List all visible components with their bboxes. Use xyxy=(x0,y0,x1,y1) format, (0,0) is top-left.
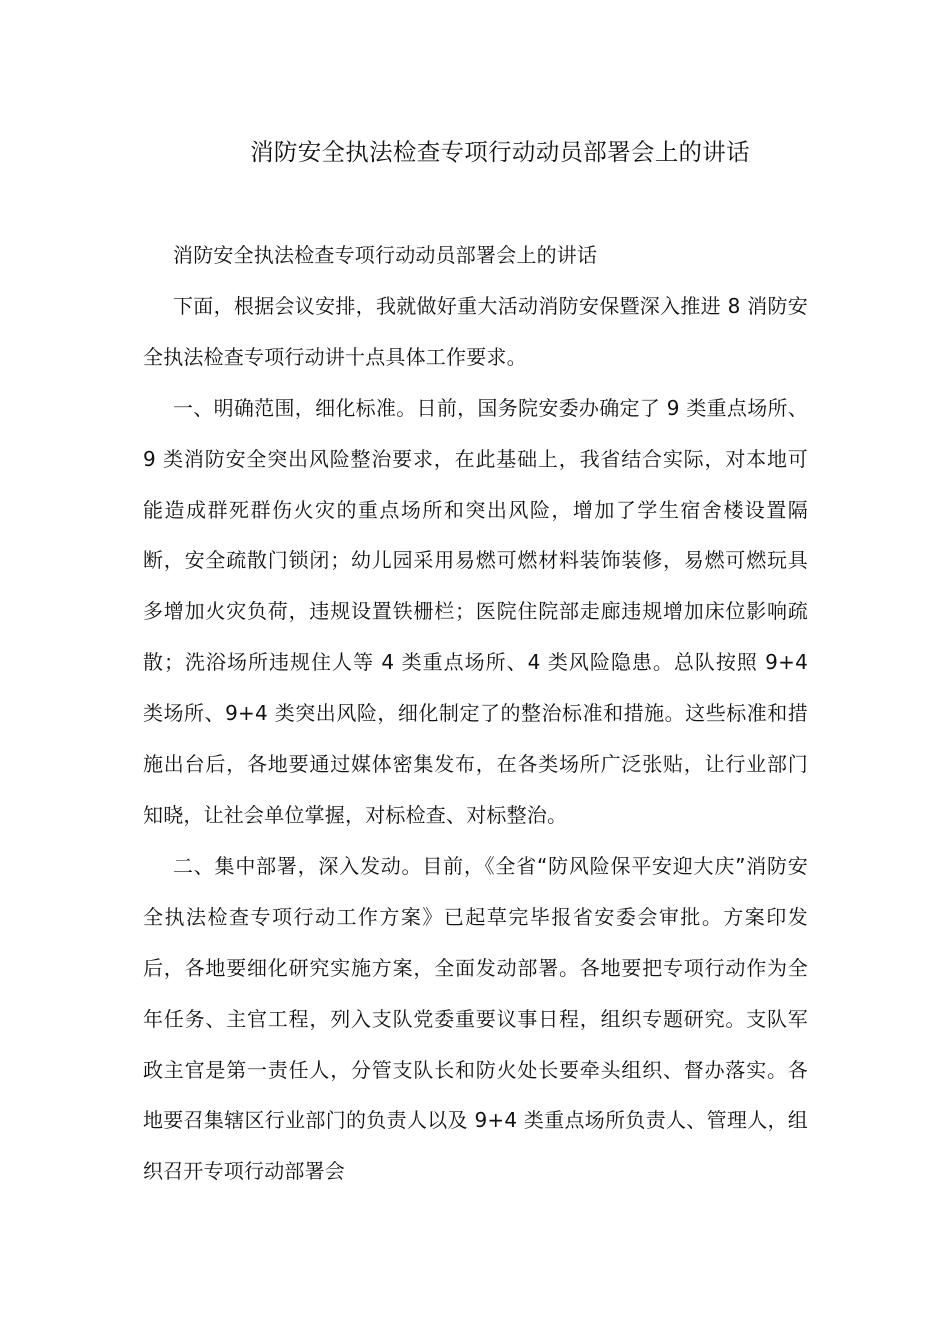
paragraph-intro: 下面，根据会议安排，我就做好重大活动消防安保暨深入推进 8 消防安全执法检查专项行动讲十点具体工作要求。 xyxy=(143,293,808,369)
document-title: 消防安全执法检查专项行动动员部署会上的讲话 xyxy=(250,138,750,166)
document-body xyxy=(143,230,808,1197)
paragraph-section-two: 二、集中部署，深入发动。目前，《全省“防风险保平安迎大庆”消防安全执法检查专项行动工作方案》已起草完毕报省安委会审批。方案印发后，各地要细化研究实施方案，全面发动部署。各地要把专项行动作为全年任务、主官工程，列入支队党委重要议事日程，组织专题研究。支队军政主官是第一责任人，分管支队长和防火处长要牵头组织、督办落实。各地要召集辖区行业部门的负责人以及 9+4 类重点场所负责人、管理人，组织召开专项行动部署会 xyxy=(143,853,808,1184)
paragraph-subtitle: 消防安全执法检查专项行动动员部署会上的讲话 xyxy=(173,243,598,267)
paragraph-section-one: 一、明确范围，细化标准。日前，国务院安委办确定了 9 类重点场所、9 类消防安全突出风险整治要求，在此基础上，我省结合实际，对本地可能造成群死群伤火灾的重点场所和突出风险，增加了学生宿舍楼设置隔断，安全疏散门锁闭；幼儿园采用易燃可燃材料装饰装修，易燃可燃玩具多增加火灾负荷，违规设置铁栅栏；医院住院部走廊违规增加床位影响疏散；洗浴场所违规住人等 4 类重点场所、4 类风险隐患。总队按照 9+4 类场所、9+4 类突出风险，细化制定了的整治标准和措施。这些标准和措施出台后，各地要通过媒体密集发布，在各类场所广泛张贴，让行业部门知晓，让社会单位掌握，对标检查、对标整治。 xyxy=(143,395,808,827)
